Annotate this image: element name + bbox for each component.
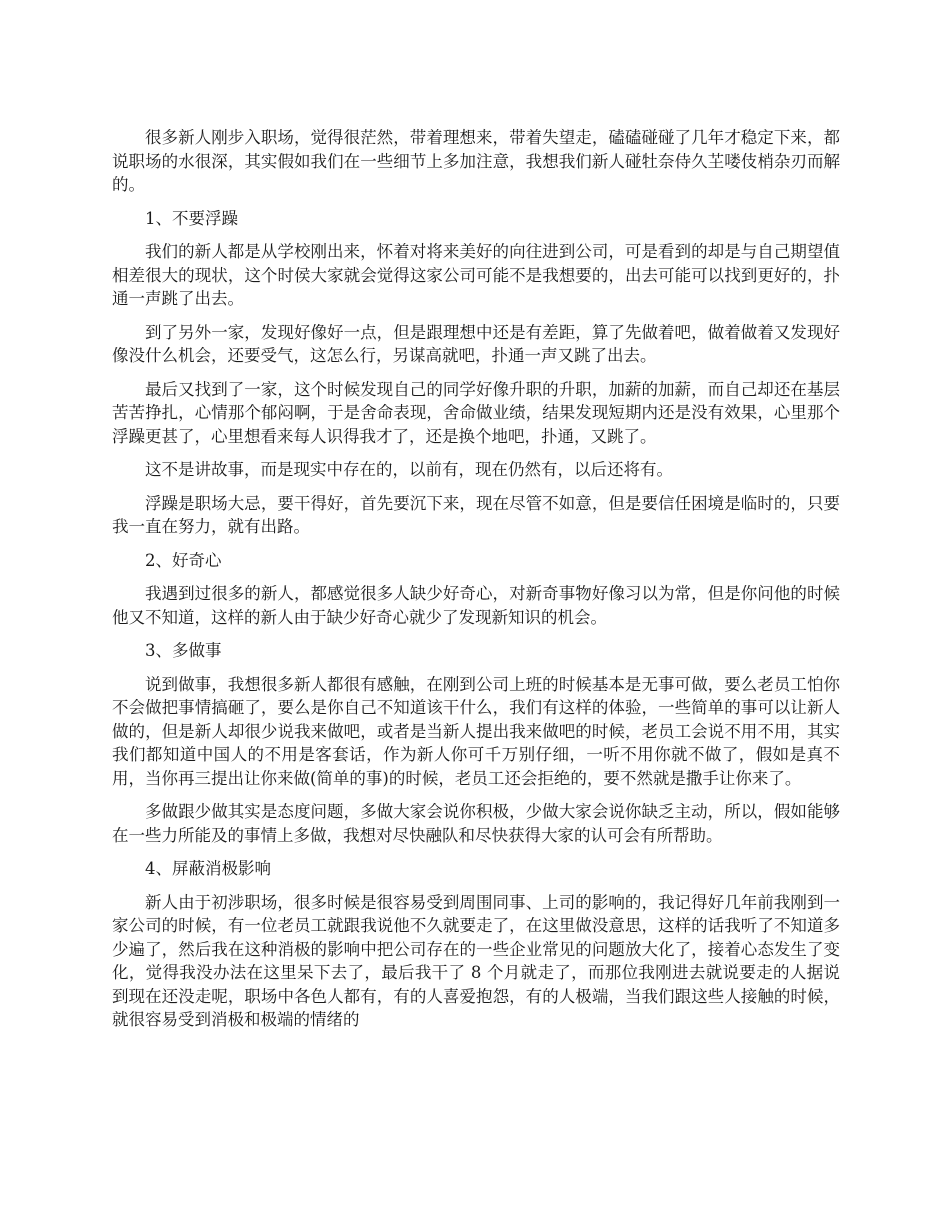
- section-heading-3: 3、多做事: [145, 641, 222, 660]
- paragraph: 我们的新人都是从学校刚出来，怀着对将来美好的向往进到公司，可是看到的却是与自己期望值相差很大的现状，这个时侯大家就会觉得这家公司可能不是我想要的，出去可能可以找到更好的，扑通一声跳了出去。: [112, 242, 840, 308]
- paragraph: 这不是讲故事，而是现实中存在的，以前有，现在仍然有，以后还将有。: [145, 460, 673, 479]
- paragraph: 说到做事，我想很多新人都很有感触，在刚到公司上班的时候基本是无事可做，要么老员工怕你不会做把事情搞砸了，要么是你自己不知道该干什么，我们有这样的体验，一些简单的事可以让新人做的，但是新人却很少说我来做吧，或者是当新人提出我来做吧的时候，老员工会说不用不用，其实我们都知道中国人的不用是客套话，作为新人你可千万别仔细，一听不用你就不做了，假如是真不用，当你再三提出让你来做(简单的事)的时候，老员工还会拒绝的，要不然就是撒手让你来了。: [112, 674, 840, 788]
- paragraph: 浮躁是职场大忌，要干得好，首先要沉下来，现在尽管不如意，但是要信任困境是临时的，只要我一直在努力，就有出路。: [112, 493, 840, 536]
- paragraph: 我遇到过很多的新人，都感觉很多人缺少好奇心，对新奇事物好像习以为常，但是你问他的时候他又不知道，这样的新人由于缺少好奇心就少了发现新知识的机会。: [112, 584, 840, 627]
- section-heading-1: 1、不要浮躁: [145, 208, 238, 228]
- section-heading-4: 4、屏蔽消极影响: [145, 859, 271, 878]
- paragraph: 最后又找到了一家，这个时候发现自己的同学好像升职的升职，加薪的加薪，而自己却还在基层苦苦挣扎，心情那个郁闷啊，于是舍命表现，舍命做业绩，结果发现短期内还是没有效果，心里那个浮躁更甚了，心里想看来每人识得我才了，还是换个地吧，扑通，又跳了。: [112, 379, 840, 446]
- paragraph-intro: 很多新人刚步入职场，觉得很茫然，带着理想来，带着失望走，磕磕碰碰了几年才稳定下来，都说职场的水很深，其实假如我们在一些细节上多加注意，我想我们新人碰牡奈侍久芏喽伎梢杂刃而解的。: [112, 128, 840, 194]
- paragraph: 多做跟少做其实是态度问题，多做大家会说你积极，少做大家会说你缺乏主动，所以，假如能够在一些力所能及的事情上多做，我想对尽快融队和尽快获得大家的认可会有所帮助。: [112, 802, 840, 845]
- section-heading-2: 2、好奇心: [145, 550, 222, 570]
- paragraph: 新人由于初涉职场，很多时候是很容易受到周围同事、上司的影响的，我记得好几年前我刚到一家公司的时候，有一位老员工就跟我说他不久就要走了，在这里做没意思，这样的话我听了不知道多少遍了，然后我在这种消极的影响中把公司存在的一些企业常见的问题放大化了，接着心态发生了变化，觉得我没办法在这里呆下去了，最后我干了 8 个月就走了，而那位我刚进去就说要走的人据说到现在还没走呢，职场中各色人都有，有的人喜爱抱怨，有的人极端，当我们跟这些人接触的时候，就很容易受到消极和极端的情绪的: [112, 892, 840, 1029]
- paragraph: 到了另外一家，发现好像好一点，但是跟理想中还是有差距，算了先做着吧，做着做着又发现好像没什么机会，还要受气，这怎么行，另谋高就吧，扑通一声又跳了出去。: [112, 322, 840, 365]
- document-page: [112, 126, 840, 1042]
